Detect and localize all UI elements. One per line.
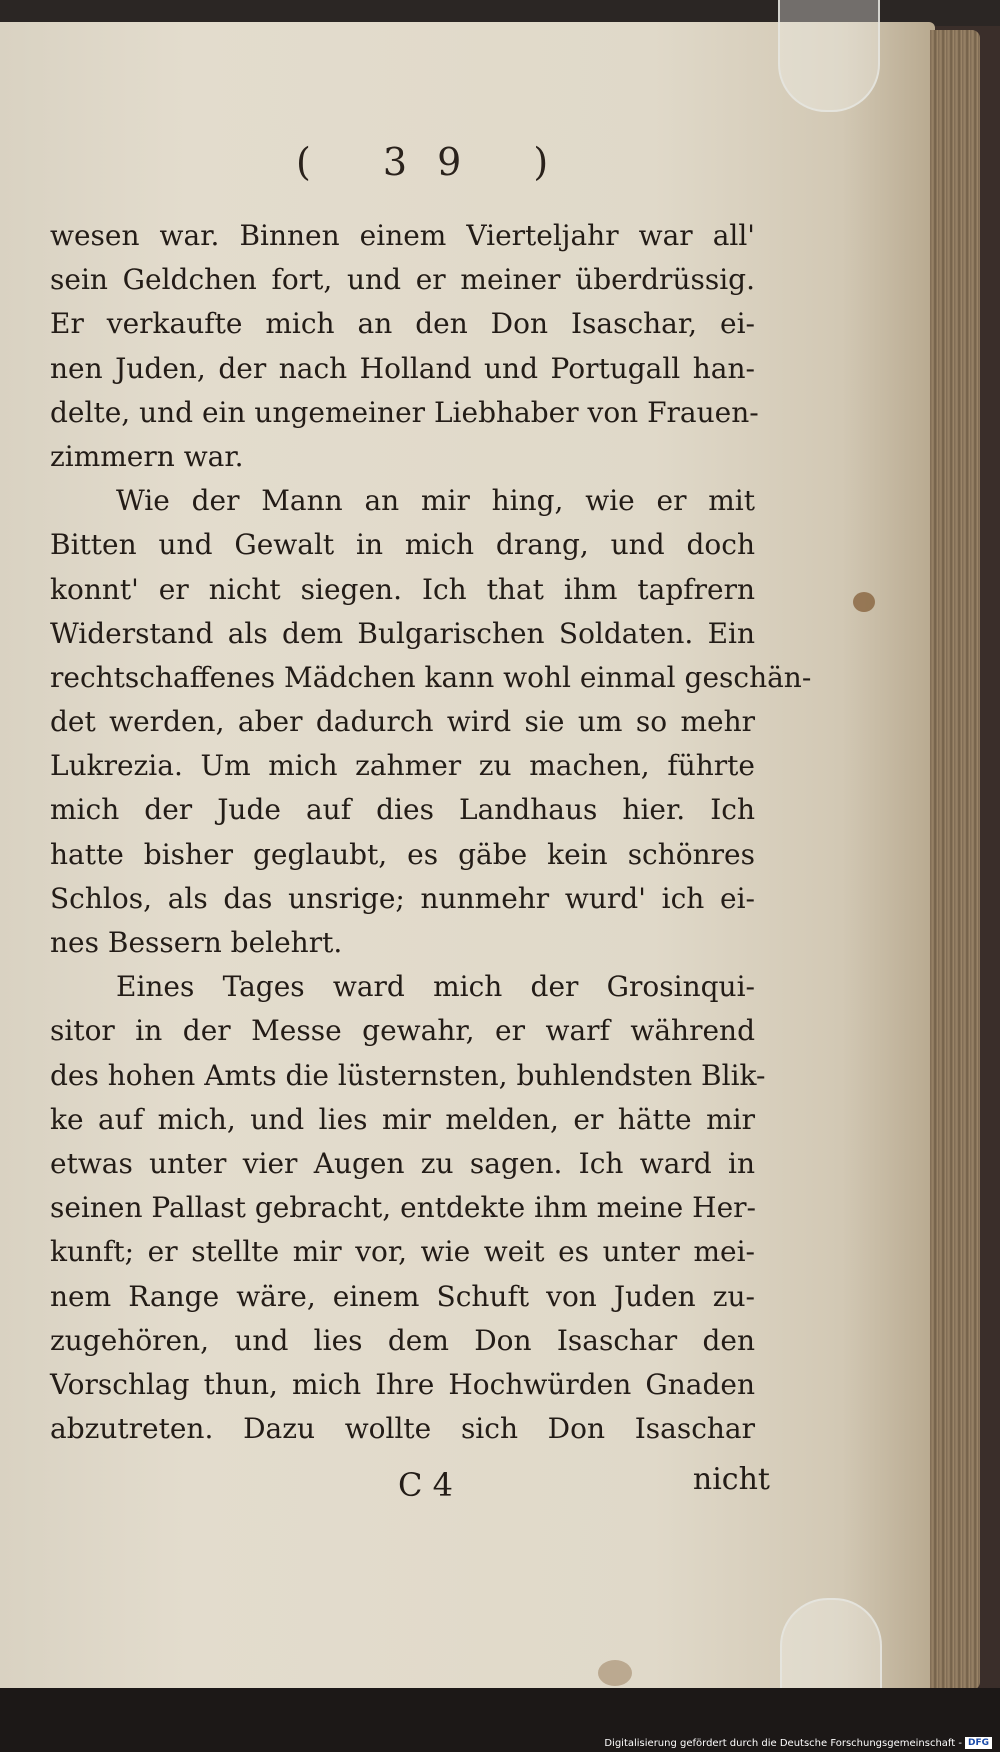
- text-line: Eines Tages ward mich der Grosinqui-: [116, 970, 755, 1004]
- text-line: Vorschlag thun, mich Ihre Hochwürden Gnaden: [50, 1367, 755, 1401]
- text-line: etwas unter vier Augen zu sagen. Ich ward in: [50, 1146, 755, 1180]
- text-line: sein Geldchen fort, und er meiner überdrüssig.: [50, 263, 755, 297]
- ink-stain: [853, 592, 875, 612]
- text-line: rechtschaffenes Mädchen kann wohl einmal geschän-: [50, 660, 812, 694]
- dfg-logo: DFG: [965, 1737, 992, 1749]
- text-line: ke auf mich, und lies mir melden, er hätte mir: [50, 1102, 755, 1136]
- body-text: [50, 214, 812, 1451]
- text-line: seinen Pallast gebracht, entdekte ihm meine Her-: [50, 1191, 756, 1225]
- text-line: Bitten und Gewalt in mich drang, und doch: [50, 528, 755, 562]
- page-edges: [930, 30, 980, 1690]
- text-line: Er verkaufte mich an den Don Isaschar, ei-: [50, 307, 755, 341]
- text-line: nen Juden, der nach Holland und Portugall han-: [50, 351, 755, 385]
- text-line: Schlos, als das unsrige; nunmehr wurd' ich ei-: [50, 881, 755, 915]
- glass-clip-top: [778, 0, 880, 112]
- credit-text: Digitalisierung gefördert durch die Deutsche Forschungsgemeinschaft -: [604, 1738, 962, 1749]
- text-line: zugehören, und lies dem Don Isaschar den: [50, 1323, 755, 1357]
- text-line: sitor in der Messe gewahr, er warf während: [50, 1014, 755, 1048]
- text-line: delte, und ein ungemeiner Liebhaber von Frauen-: [50, 395, 759, 429]
- text-line: nes Bessern belehrt.: [50, 926, 343, 959]
- text-line: Lukrezia. Um mich zahmer zu machen, führte: [50, 749, 755, 783]
- text-line: Widerstand als dem Bulgarischen Soldaten. Ein: [50, 616, 755, 650]
- text-line: abzutreten. Dazu wollte sich Don Isaschar: [50, 1412, 755, 1446]
- catchword: nicht: [692, 1462, 770, 1497]
- glass-clip-bottom: [780, 1598, 882, 1700]
- text-line: kunft; er stellte mir vor, wie weit es unter mei-: [50, 1235, 755, 1269]
- paper-stain: [598, 1660, 632, 1686]
- text-line: hatte bisher geglaubt, es gäbe kein schönres: [50, 837, 755, 871]
- text-line: zimmern war.: [50, 439, 244, 473]
- text-line: wesen war. Binnen einem Vierteljahr war all': [50, 219, 755, 252]
- text-line: Wie der Mann an mir hing, wie er mit: [116, 484, 755, 518]
- text-line: des hohen Amts die lüsternsten, buhlendsten Blik-: [50, 1058, 766, 1092]
- text-line: det werden, aber dadurch wird sie um so mehr: [50, 705, 755, 739]
- text-line: konnt' er nicht siegen. Ich that ihm tapfrern: [50, 572, 755, 606]
- text-line: mich der Jude auf dies Landhaus hier. Ich: [50, 793, 755, 827]
- text-line: nem Range wäre, einem Schuft von Juden zu-: [50, 1279, 755, 1313]
- digitization-credit: [604, 1737, 992, 1751]
- signature-mark: C 4: [398, 1466, 454, 1504]
- page-number: ( 39 ): [296, 140, 579, 184]
